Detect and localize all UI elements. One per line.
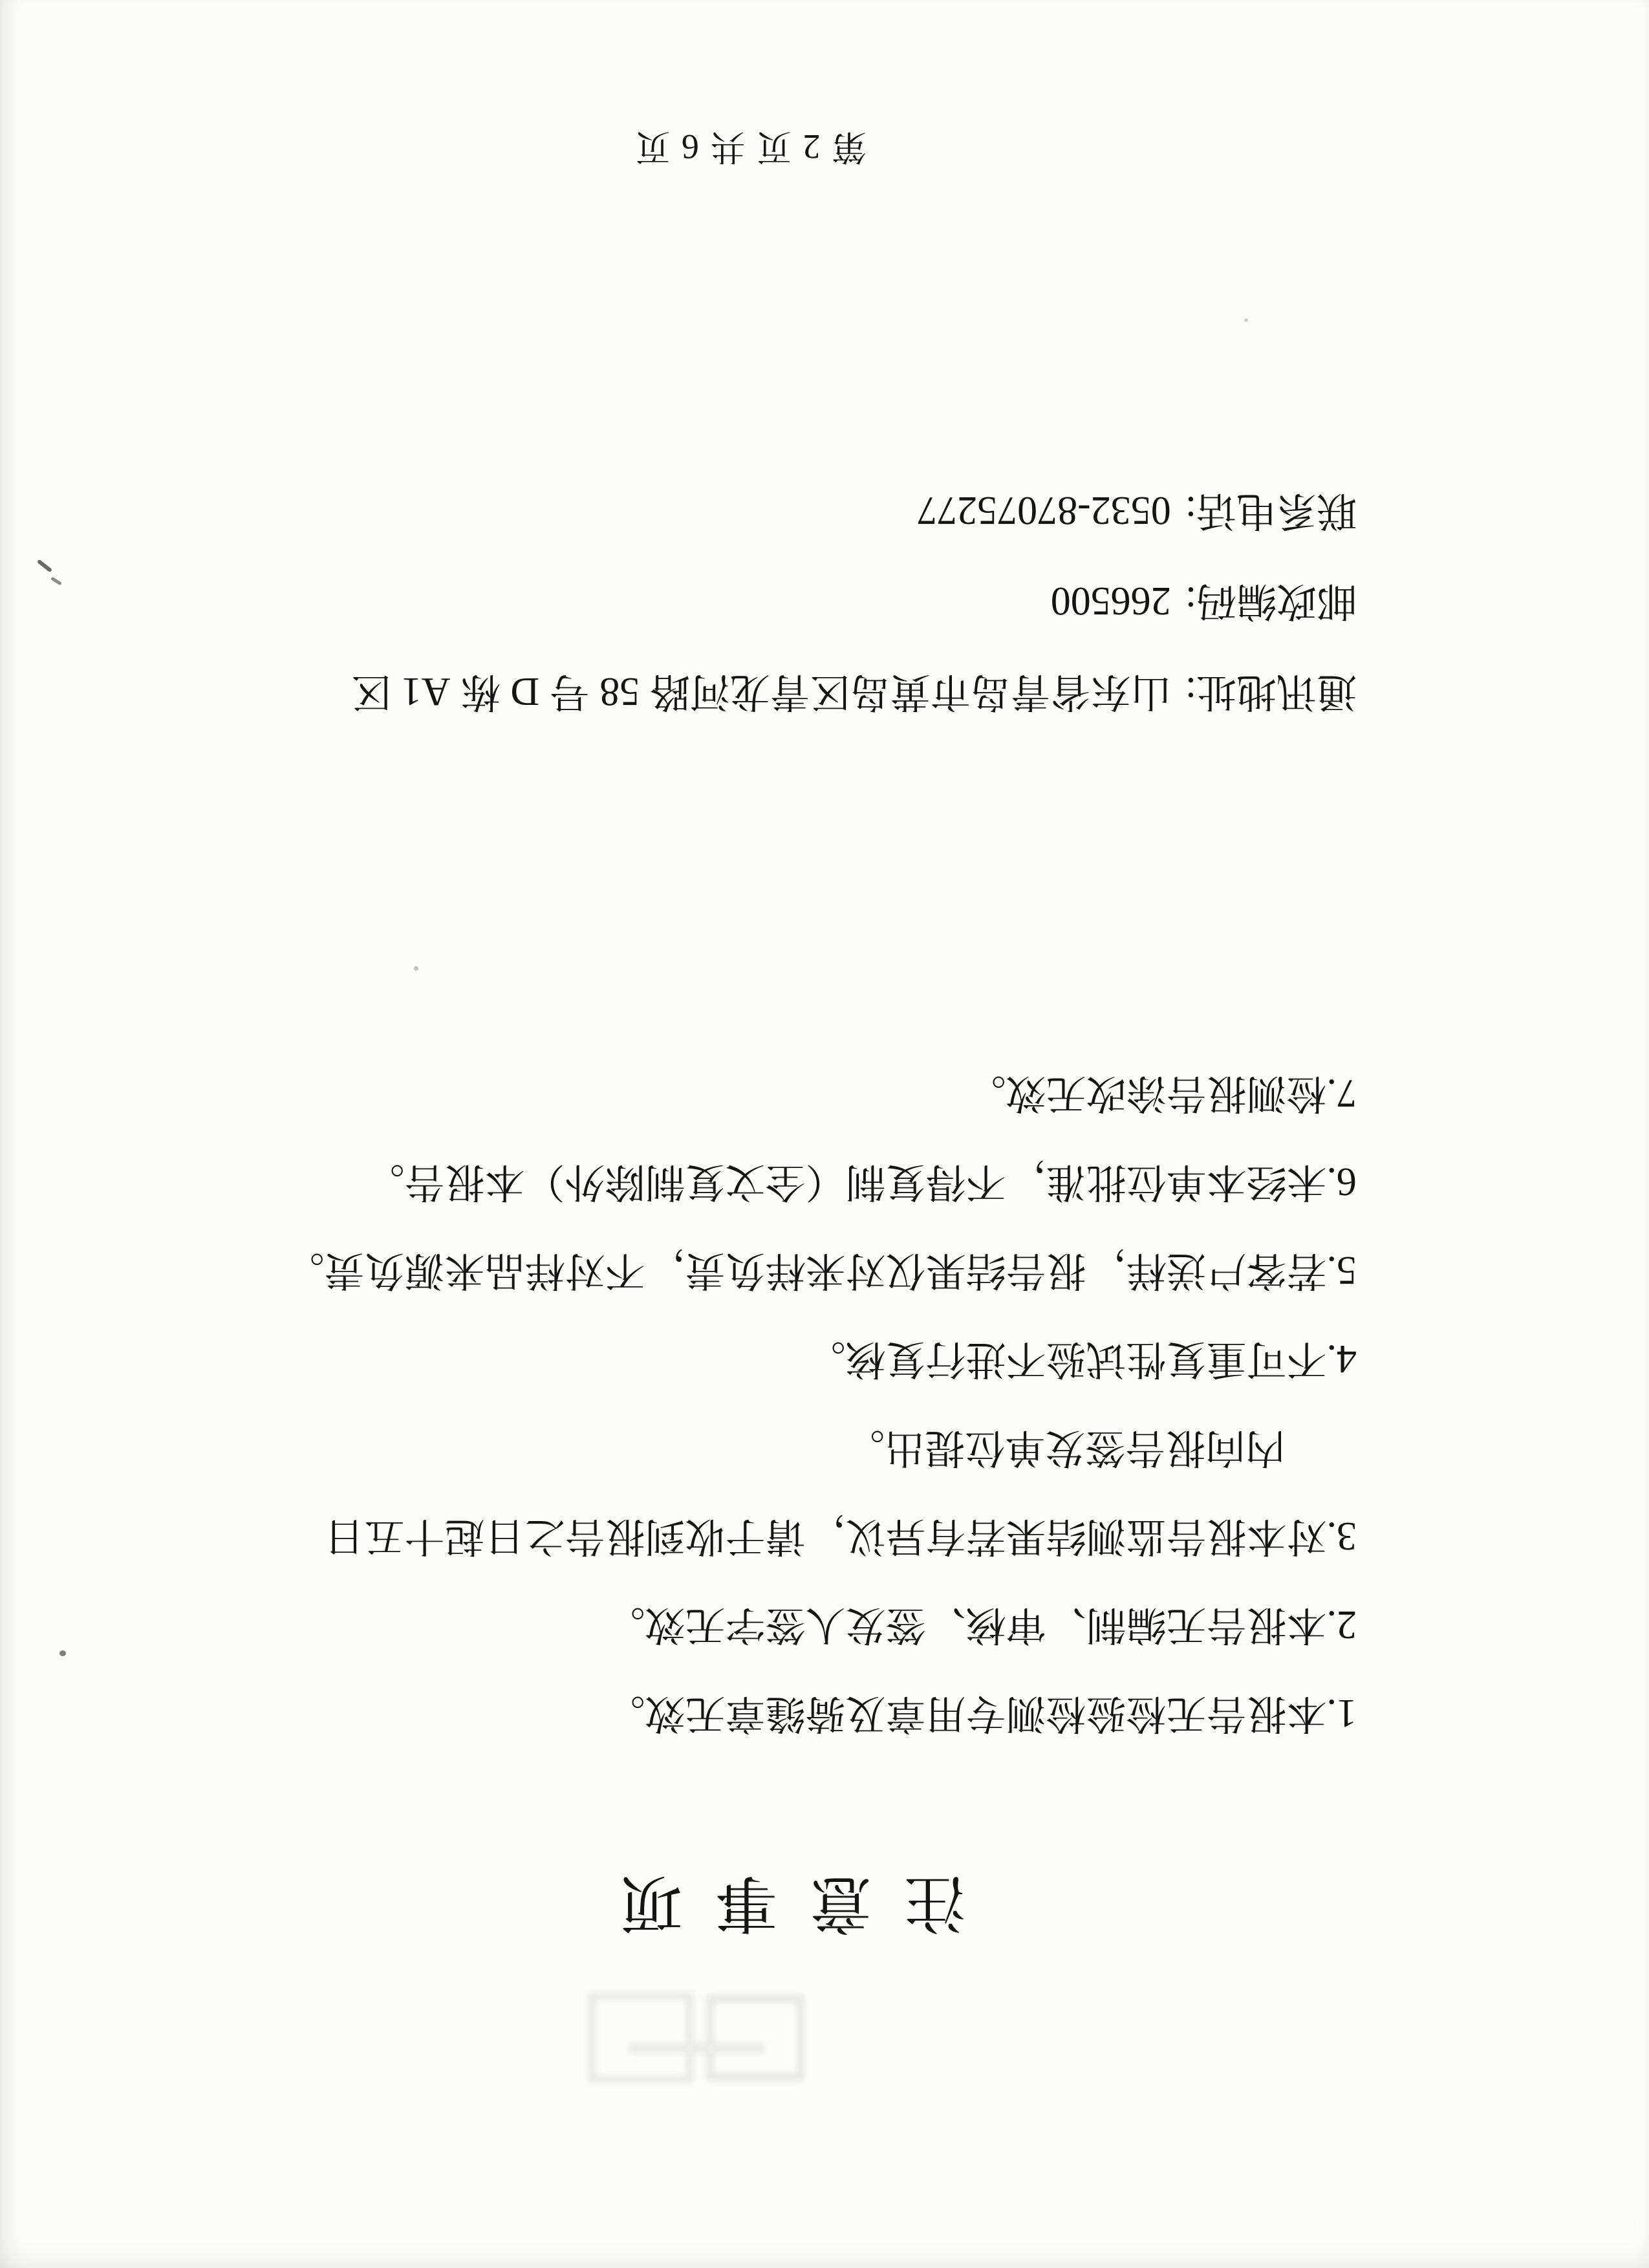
address-label: 通讯地址:	[1185, 669, 1357, 713]
note-item-4: 4.不可重复性试验不进行复核。	[805, 1337, 1357, 1381]
bleed-through-stamp	[579, 1991, 810, 2090]
bleed-through-blob	[588, 1993, 693, 2083]
phone-value: 0532-87075277	[917, 488, 1171, 532]
contact-block	[128, 465, 1357, 737]
note-item-1: 1.本报告无检验检测专用章及骑缝章无效。	[605, 1691, 1357, 1735]
note-item-7: 7.检测报告涂改无效。	[965, 1071, 1357, 1115]
scan-speck	[59, 1650, 66, 1656]
note-item-5: 5.若客户送样，报告结果仅对来样负责，不对样品来源负责。	[284, 1248, 1357, 1292]
note-item-6: 6.未经本单位批准，不得复制（全文复制除外）本报告。	[364, 1160, 1357, 1204]
bleed-through-blob	[706, 1995, 804, 2080]
page-number-footer: 第 2 页 共 6 页	[634, 127, 867, 166]
contact-address-line	[128, 646, 1357, 737]
notes-list	[76, 1048, 1357, 1757]
address-value: 山东省青岛市黄岛区青龙河路 58 号 D 栋 A1 区	[351, 669, 1171, 713]
note-item-2: 2.本报告无编制、审核、签发人签字无效。	[605, 1603, 1357, 1647]
note-item-3: 3.对本报告监测结果若有异议，请于收到报告之日起十五日	[324, 1514, 1357, 1558]
scan-speck	[1244, 318, 1248, 322]
postcode-label: 邮政编码:	[1185, 579, 1357, 623]
contact-phone-line	[128, 465, 1357, 556]
scan-speck	[414, 966, 418, 971]
bleed-through-blob	[629, 2043, 764, 2053]
notice-section-title: 注意事项	[588, 1868, 966, 1938]
phone-label: 联系电话:	[1185, 488, 1357, 532]
note-item-3-continuation: 内向报告签发单位提出。	[844, 1425, 1286, 1469]
postcode-value: 266500	[1050, 579, 1171, 623]
contact-postcode-line	[128, 556, 1357, 646]
